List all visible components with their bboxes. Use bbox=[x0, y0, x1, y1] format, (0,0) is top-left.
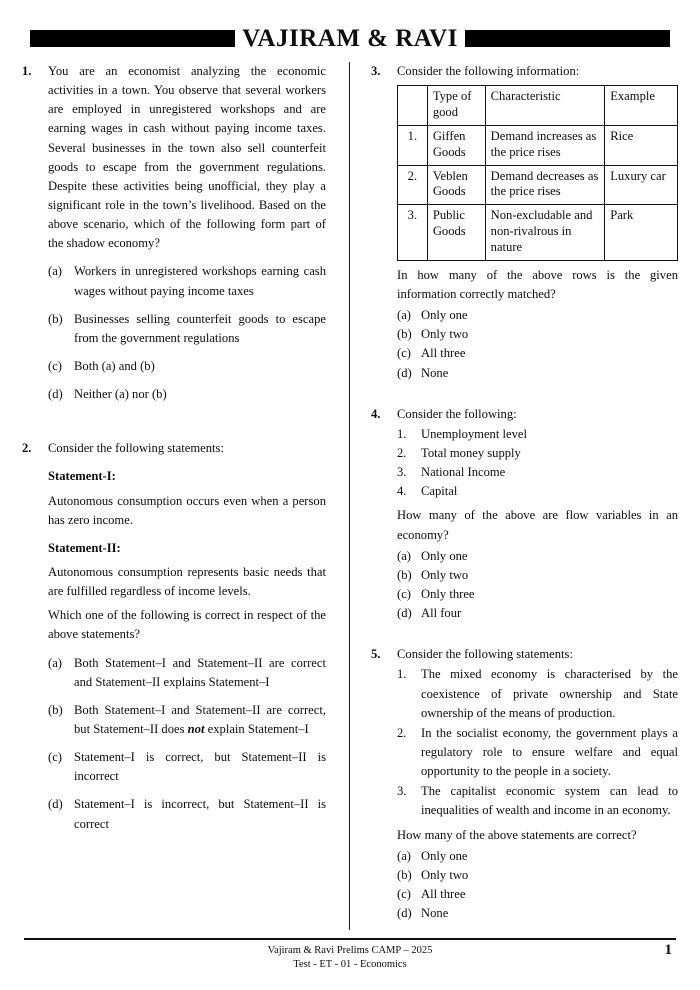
option-text: None bbox=[421, 365, 449, 380]
list-item bbox=[397, 665, 678, 722]
list-item-text: Total money supply bbox=[421, 446, 521, 460]
list-item-number: 4. bbox=[397, 484, 407, 499]
list-item-number: 3. bbox=[397, 465, 407, 480]
list-item-number: 1. bbox=[397, 667, 407, 682]
option-text: Businesses selling counterfeit goods to escape from the government regulations bbox=[74, 311, 326, 345]
masthead-banner bbox=[30, 25, 670, 51]
option-text: Both Statement–I and Statement–II are correct and Statement–II explains Statement–I bbox=[74, 655, 326, 689]
table-cell-type: Giffen Goods bbox=[427, 125, 485, 165]
question-5-number: 5. bbox=[371, 647, 381, 662]
option-key: (b) bbox=[397, 567, 412, 582]
table-cell-example: Luxury car bbox=[605, 165, 678, 205]
table-header-cell bbox=[398, 86, 428, 126]
question-3-number: 3. bbox=[371, 64, 381, 78]
list-item-number: 2. bbox=[397, 725, 407, 740]
option-key: (a) bbox=[397, 548, 411, 563]
option-text: Workers in unregistered workshops earning cash wages without paying income taxes bbox=[74, 264, 326, 298]
option-text: Only three bbox=[421, 586, 475, 601]
option-text: All three bbox=[421, 886, 466, 901]
spacer bbox=[371, 383, 678, 405]
option-key: (b) bbox=[397, 327, 412, 342]
option-text: Both Statement–I and Statement–II are correct, but Statement–II does not explain Statement–I bbox=[74, 702, 326, 736]
question-2-number: 2. bbox=[22, 441, 32, 456]
option-item[interactable] bbox=[397, 364, 678, 383]
list-item-number: 3. bbox=[397, 784, 407, 799]
option-text: Only two bbox=[421, 327, 469, 342]
question-4-ask: How many of the above are flow variables in an economy? bbox=[397, 508, 678, 542]
option-item[interactable] bbox=[397, 604, 678, 623]
option-item[interactable] bbox=[397, 885, 678, 904]
statement-2-label: Statement-II: bbox=[48, 540, 121, 555]
list-item-text: The capitalist economic system can lead to inequalities of wealth and income in an economy. bbox=[421, 784, 678, 818]
option-key: (a) bbox=[48, 655, 62, 670]
list-item bbox=[397, 444, 678, 463]
table-header-row bbox=[398, 86, 678, 126]
option-text: Only one bbox=[421, 848, 468, 863]
question-2-ask: Which one of the following is correct in respect of the above statements? bbox=[48, 608, 326, 642]
option-text: Statement–I is correct, but Statement–II is incorrect bbox=[74, 750, 326, 784]
option-key: (c) bbox=[48, 358, 62, 373]
table-cell-example: Park bbox=[605, 205, 678, 261]
option-item[interactable] bbox=[48, 654, 326, 692]
question-3-options bbox=[397, 306, 678, 383]
question-columns bbox=[22, 62, 678, 927]
option-item[interactable] bbox=[397, 904, 678, 923]
option-item[interactable] bbox=[397, 847, 678, 866]
table-cell-example: Rice bbox=[605, 125, 678, 165]
footer-divider bbox=[24, 938, 676, 940]
option-text: Neither (a) nor (b) bbox=[74, 387, 167, 402]
question-3-stem: Consider the following information: bbox=[397, 64, 580, 78]
spacer bbox=[22, 413, 326, 439]
option-key: (d) bbox=[48, 387, 63, 402]
question-2-options bbox=[48, 654, 326, 834]
question-2 bbox=[22, 439, 326, 842]
footer-line-2: Test - ET - 01 - Economics bbox=[293, 959, 407, 971]
option-item[interactable] bbox=[397, 547, 678, 566]
option-key: (a) bbox=[48, 264, 62, 279]
question-4-stem: Consider the following: bbox=[397, 406, 517, 421]
option-key: (d) bbox=[48, 797, 63, 812]
table-row bbox=[398, 165, 678, 205]
question-4-options bbox=[397, 547, 678, 624]
list-item-text: National Income bbox=[421, 465, 506, 480]
table-cell-characteristic: Non-excludable and non-rivalrous in nature bbox=[485, 205, 605, 261]
list-item-text: In the socialist economy, the government plays a regulatory role to ensure welfare and equal opportunity to the people in a society. bbox=[421, 725, 678, 779]
masthead-bar-right bbox=[465, 30, 670, 47]
list-item bbox=[397, 724, 678, 781]
option-key: (c) bbox=[397, 346, 411, 361]
question-3 bbox=[371, 62, 678, 383]
question-5-ask: How many of the above statements are correct? bbox=[397, 827, 637, 842]
masthead-bar-left bbox=[30, 30, 235, 47]
option-item[interactable] bbox=[397, 306, 678, 325]
option-text: Only two bbox=[421, 867, 469, 882]
list-item bbox=[397, 425, 678, 444]
option-key: (a) bbox=[397, 848, 411, 863]
option-text: Only two bbox=[421, 567, 469, 582]
table-header-cell: Type of good bbox=[427, 86, 485, 126]
table-cell-characteristic: Demand decreases as the price rises bbox=[485, 165, 605, 205]
question-2-stem: Consider the following statements: bbox=[48, 441, 224, 456]
table-header-cell: Characteristic bbox=[485, 86, 605, 126]
option-item[interactable] bbox=[48, 701, 326, 739]
option-item[interactable] bbox=[397, 325, 678, 344]
table-cell-index: 1. bbox=[398, 125, 428, 165]
option-key: (b) bbox=[48, 311, 63, 326]
list-item-number: 2. bbox=[397, 446, 407, 460]
question-3-ask: In how many of the above rows is the given information correctly matched? bbox=[397, 267, 678, 302]
right-column bbox=[371, 62, 678, 927]
footer-line-1: Vajiram & Ravi Prelims CAMP – 2025 bbox=[267, 945, 433, 956]
option-item[interactable] bbox=[397, 566, 678, 585]
list-item-text: Unemployment level bbox=[421, 426, 527, 441]
option-text: All four bbox=[421, 606, 462, 621]
question-1-number: 1. bbox=[22, 64, 32, 78]
table-cell-characteristic: Demand increases as the price rises bbox=[485, 125, 605, 165]
list-item-text: Capital bbox=[421, 484, 458, 499]
option-key: (c) bbox=[48, 750, 62, 765]
option-item[interactable] bbox=[48, 385, 326, 404]
emphasized-word: not bbox=[187, 721, 205, 736]
option-item[interactable] bbox=[397, 344, 678, 363]
footer bbox=[0, 944, 700, 973]
question-4-number: 4. bbox=[371, 406, 381, 421]
statement-1-text: Autonomous consumption occurs even when a person has zero income. bbox=[48, 493, 326, 527]
spacer bbox=[371, 623, 678, 645]
left-column bbox=[22, 62, 326, 927]
option-item[interactable] bbox=[397, 585, 678, 604]
option-key: (a) bbox=[397, 308, 411, 323]
table-cell-index: 2. bbox=[398, 165, 428, 205]
option-text: Both (a) and (b) bbox=[74, 358, 155, 373]
option-text: Statement–I is incorrect, but Statement–II is correct bbox=[74, 797, 326, 831]
option-item[interactable] bbox=[48, 310, 326, 348]
option-item[interactable] bbox=[48, 262, 326, 300]
list-item bbox=[397, 782, 678, 820]
option-item[interactable] bbox=[48, 357, 326, 376]
question-4 bbox=[371, 405, 678, 624]
statement-2-text: Autonomous consumption represents basic needs that are fulfilled regardless of income levels. bbox=[48, 564, 326, 599]
question-5-stem: Consider the following statements: bbox=[397, 647, 573, 662]
list-item-number: 1. bbox=[397, 426, 407, 441]
question-5-items bbox=[397, 665, 678, 820]
question-1 bbox=[22, 62, 326, 413]
table-cell-index: 3. bbox=[398, 205, 428, 261]
option-item[interactable] bbox=[48, 748, 326, 786]
table-cell-type: Veblen Goods bbox=[427, 165, 485, 205]
option-key: (c) bbox=[397, 886, 411, 901]
question-1-stem: You are an economist analyzing the economic activities in a town. You observe that several workers are employed in unregistered workshops and are earning wages in cash without paying income taxes. Several businesses in the town also sell counterfeit goods to escape from the government regulations. Despite these activities being unofficial, they play a significant role in the town’s livelihood. Based on the above scenario, which of the following form part of the shadow economy? bbox=[48, 64, 326, 251]
option-key: (d) bbox=[397, 906, 412, 921]
table-row bbox=[398, 125, 678, 165]
table-cell-type: Public Goods bbox=[427, 205, 485, 261]
goods-information-table bbox=[397, 85, 678, 261]
option-key: (b) bbox=[48, 702, 63, 717]
option-item[interactable] bbox=[48, 795, 326, 833]
option-text: None bbox=[421, 906, 449, 921]
question-4-items bbox=[397, 425, 678, 502]
question-5 bbox=[371, 645, 678, 923]
page-title: VAJIRAM & RAVI bbox=[242, 24, 458, 52]
question-5-options bbox=[397, 847, 678, 924]
list-item bbox=[397, 482, 678, 501]
option-text: Only one bbox=[421, 308, 468, 323]
statement-1-label: Statement-I: bbox=[48, 469, 116, 484]
list-item bbox=[397, 463, 678, 482]
option-key: (c) bbox=[397, 586, 411, 601]
list-item-text: The mixed economy is characterised by the coexistence of private ownership and State ownership of the means of production. bbox=[421, 667, 678, 720]
option-key: (b) bbox=[397, 867, 412, 882]
option-key: (d) bbox=[397, 365, 412, 380]
question-1-options bbox=[48, 262, 326, 404]
option-text: Only one bbox=[421, 548, 468, 563]
table-header-cell: Example bbox=[605, 86, 678, 126]
option-text: All three bbox=[421, 346, 466, 361]
table-row bbox=[398, 205, 678, 261]
option-item[interactable] bbox=[397, 866, 678, 885]
page-number: 1 bbox=[664, 942, 672, 958]
option-key: (d) bbox=[397, 606, 412, 621]
